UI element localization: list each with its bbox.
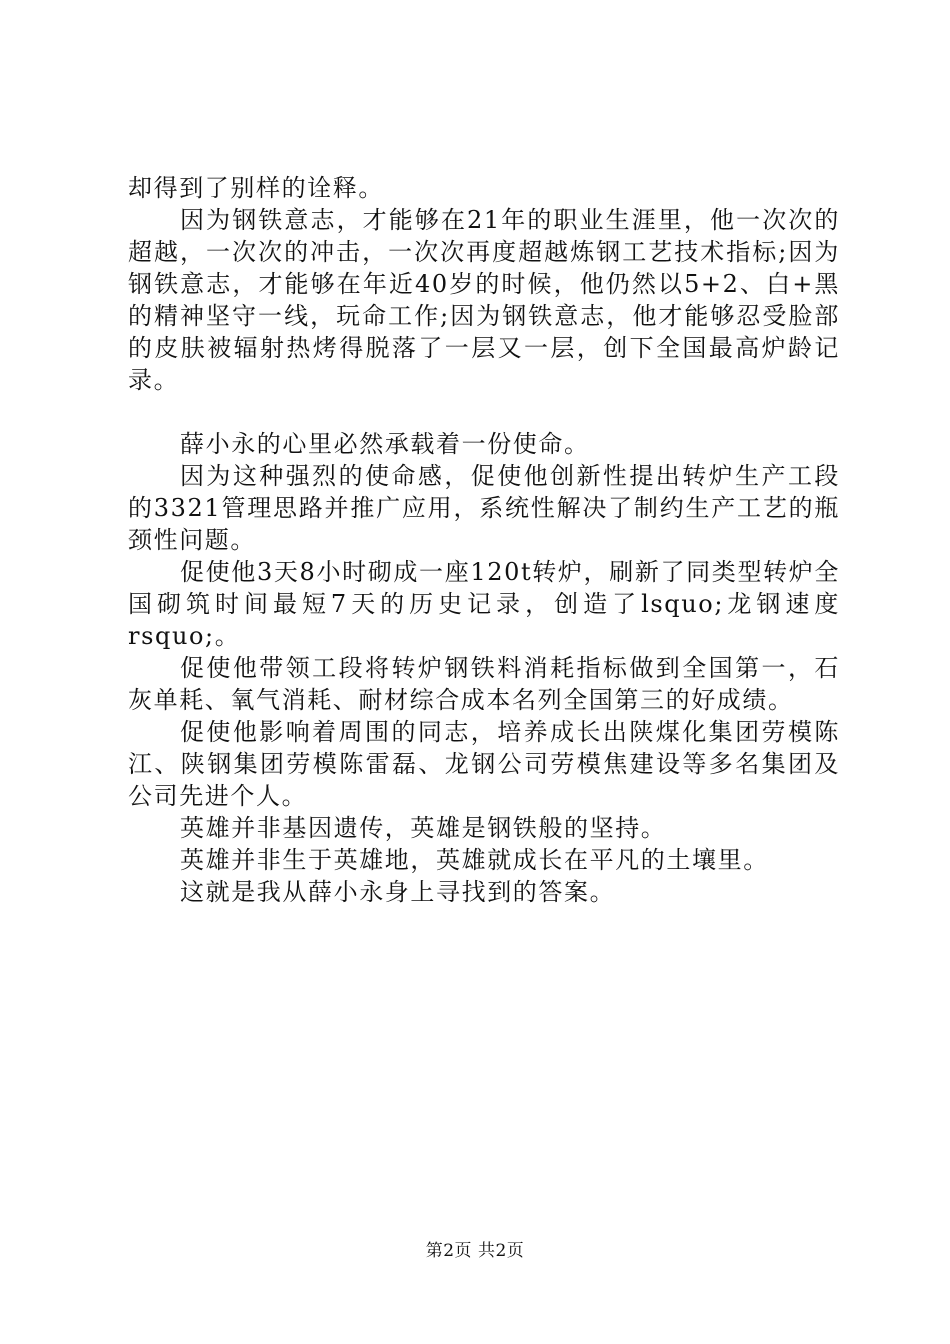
paragraph-hero-persistence: 英雄并非基因遗传，英雄是钢铁般的坚持。 (180, 814, 667, 842)
paragraph-mission: 薛小永的心里必然承载着一份使命。 (180, 430, 590, 458)
paragraph-hero-ordinary: 英雄并非生于英雄地，英雄就成长在平凡的土壤里。 (180, 846, 769, 874)
paragraph-continuation: 却得到了别样的诠释。 (128, 174, 384, 202)
paragraph-influence: 促使他影响着周围的同志，培养成长出陕煤化集团劳模陈江、陕钢集团劳模陈雷磊、龙钢公司劳模焦建设等多名集团及公司先进个人。 (128, 718, 840, 810)
paragraph-management: 因为这种强烈的使命感，促使他创新性提出转炉生产工段的3321管理思路并推广应用，系统性解决了制约生产工艺的瓶颈性问题。 (128, 462, 840, 554)
paragraph-consumption: 促使他带领工段将转炉钢铁料消耗指标做到全国第一，石灰单耗、氧气消耗、耐材综合成本名列全国第三的好成绩。 (128, 654, 840, 714)
page-number-footer: 第2页 共2页 (425, 1241, 525, 1261)
document-body (128, 172, 840, 908)
paragraph-steel-will: 因为钢铁意志，才能够在21年的职业生涯里，他一次次的超越，一次次的冲击，一次次再度超越炼钢工艺技术指标;因为钢铁意志，才能够在年近40岁的时候，他仍然以5+2、白+黑的精神坚守一线，玩命工作;因为钢铁意志，他才能够忍受脸部的皮肤被辐射热烤得脱落了一层又一层，创下全国最高炉龄记录。 (128, 206, 840, 394)
paragraph-furnace-record: 促使他3天8小时砌成一座120t转炉，刷新了同类型转炉全国砌筑时间最短7天的历史记录，创造了lsquo;龙钢速度rsquo;。 (128, 558, 840, 650)
paragraph-answer: 这就是我从薛小永身上寻找到的答案。 (180, 878, 616, 906)
